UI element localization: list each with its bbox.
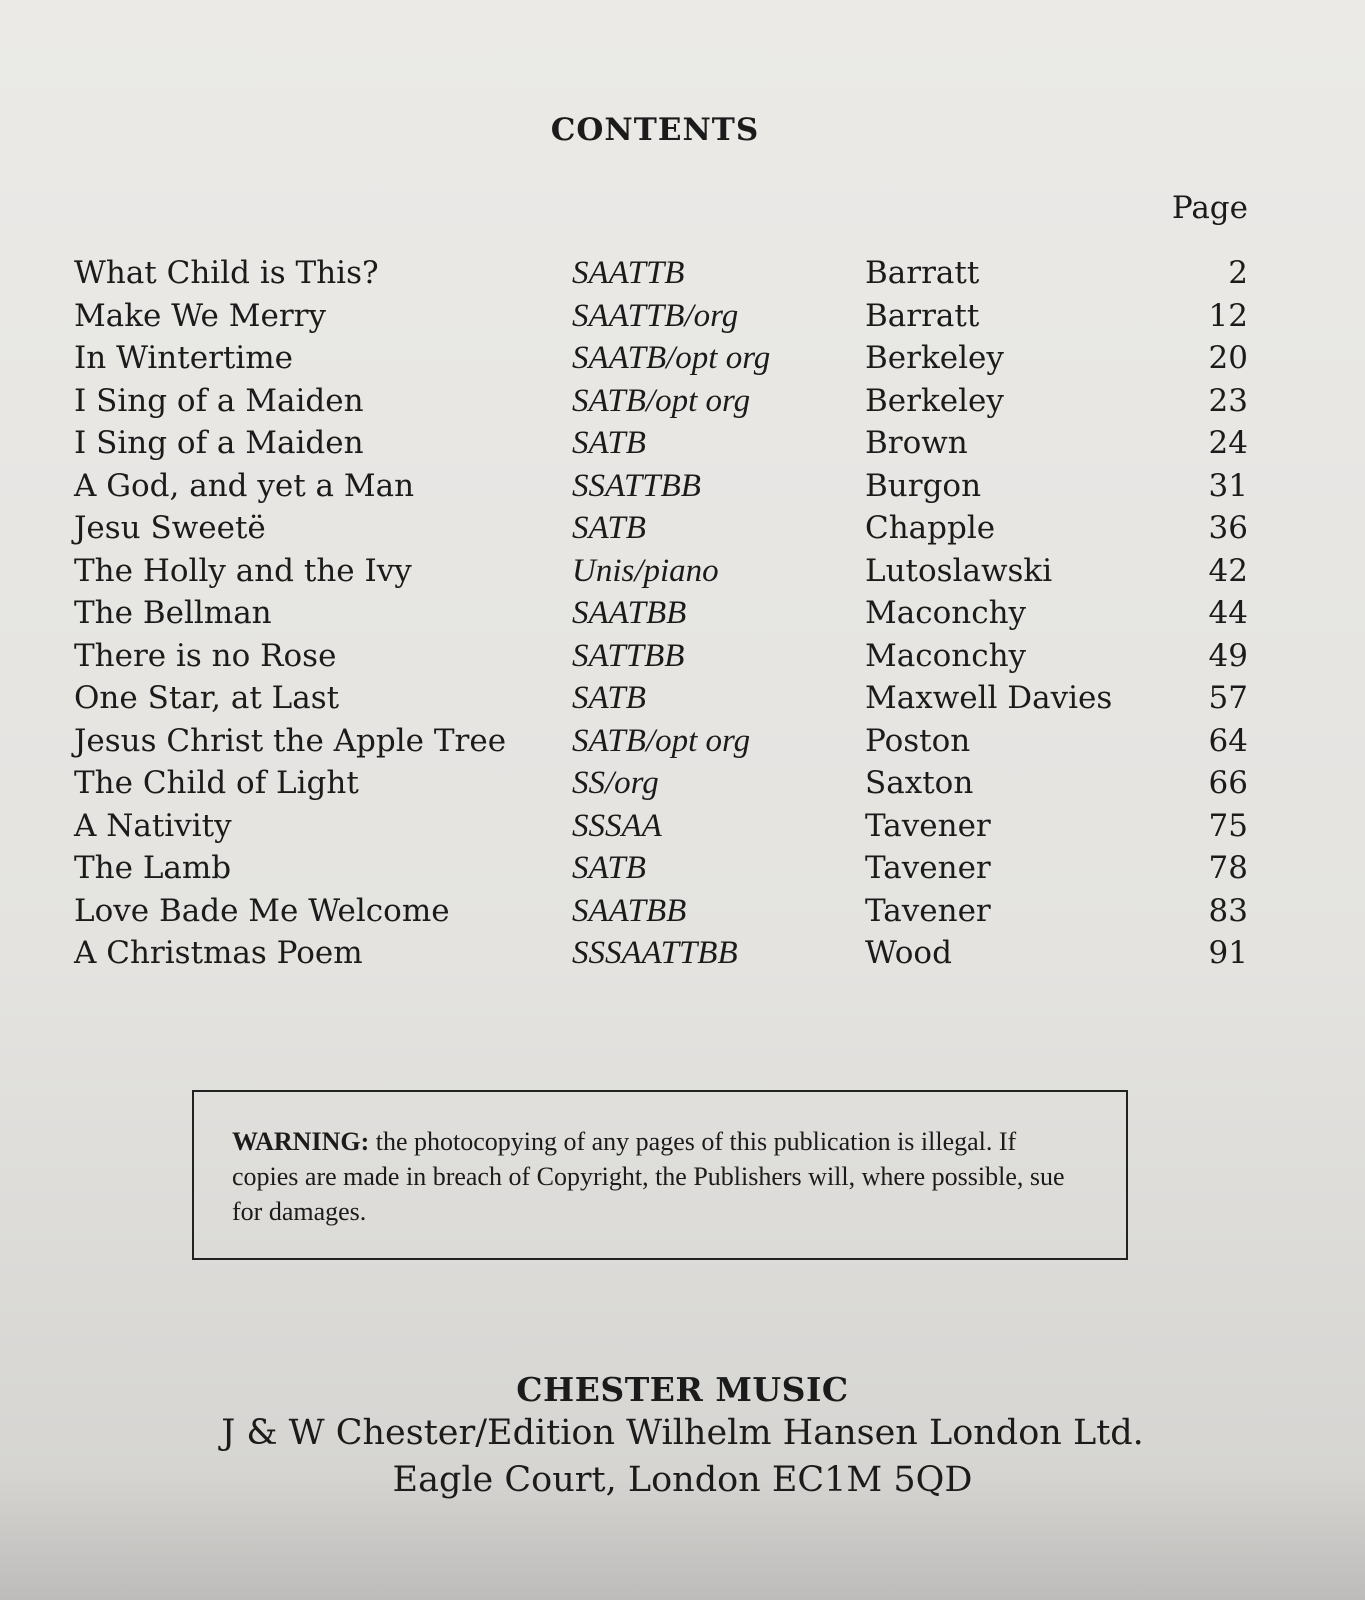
entry-page: 2: [1228, 255, 1248, 291]
list-item: [0, 677, 1365, 720]
list-item: [0, 295, 1365, 338]
entry-composer: Saxton: [865, 765, 974, 801]
entry-title: The Lamb: [74, 850, 232, 886]
entry-composer: Tavener: [865, 892, 991, 929]
entry-voicing: SS/org: [572, 765, 659, 801]
list-item: [0, 890, 1365, 933]
entry-composer: Tavener: [865, 807, 991, 844]
list-item: [0, 762, 1365, 805]
entry-voicing: SATB/opt org: [572, 722, 751, 759]
list-item: [0, 805, 1365, 848]
entry-page: 44: [1208, 595, 1248, 631]
entry-composer: Lutoslawski: [865, 552, 1053, 589]
entry-composer: Berkeley: [865, 382, 1004, 419]
entry-title: What Child is This?: [74, 255, 379, 291]
entry-title: A Nativity: [74, 807, 232, 844]
list-item: [0, 550, 1365, 593]
entry-title: The Child of Light: [74, 765, 359, 801]
publisher-address: Eagle Court, London EC1M 5QD: [392, 1460, 973, 1500]
list-item: [0, 337, 1365, 380]
entry-title: The Holly and the Ivy: [74, 552, 412, 589]
entry-voicing: SSSAATTBB: [572, 935, 738, 971]
list-item: [0, 422, 1365, 465]
entry-page: 83: [1208, 892, 1248, 929]
entry-composer: Maconchy: [865, 595, 1027, 631]
entry-composer: Berkeley: [865, 340, 1004, 376]
entry-composer: Brown: [865, 425, 968, 461]
entry-title: Make We Merry: [74, 297, 326, 334]
entry-voicing: SSSAA: [572, 807, 662, 844]
list-item: [0, 507, 1365, 550]
entry-page: 66: [1208, 765, 1248, 801]
entry-title: In Wintertime: [74, 340, 293, 376]
list-item: [0, 252, 1365, 295]
publisher-line-1: J & W Chester/Edition Wilhelm Hansen London Ltd.: [221, 1413, 1144, 1453]
entry-title: A Christmas Poem: [74, 935, 363, 971]
entry-page: 42: [1208, 552, 1248, 589]
entry-composer: Barratt: [865, 297, 980, 334]
page-title: CONTENTS: [550, 112, 760, 148]
entry-voicing: SATB: [572, 510, 646, 546]
entry-composer: Chapple: [865, 510, 996, 546]
entry-voicing: SATB/opt org: [572, 382, 751, 419]
entry-title: A God, and yet a Man: [74, 467, 415, 504]
entry-composer: Maxwell Davies: [865, 680, 1113, 716]
entry-page: 24: [1208, 425, 1248, 461]
entry-composer: Wood: [865, 935, 952, 971]
entry-page: 12: [1208, 297, 1248, 334]
entry-voicing: SAATTB/org: [572, 297, 739, 334]
entry-voicing: SATTBB: [572, 637, 685, 674]
entry-composer: Tavener: [865, 850, 991, 886]
list-item: [0, 720, 1365, 763]
entry-composer: Maconchy: [865, 637, 1027, 674]
entry-voicing: SAATTB: [572, 255, 685, 291]
entry-voicing: SSATTBB: [572, 467, 701, 504]
entry-voicing: Unis/piano: [572, 552, 719, 589]
entry-composer: Barratt: [865, 255, 980, 291]
entry-page: 31: [1208, 467, 1248, 504]
entry-title: I Sing of a Maiden: [74, 382, 364, 419]
entry-page: 91: [1208, 935, 1248, 971]
entry-voicing: SATB: [572, 850, 646, 886]
entry-page: 57: [1208, 680, 1248, 716]
entry-title: The Bellman: [74, 595, 272, 631]
list-item: [0, 847, 1365, 890]
entry-title: There is no Rose: [74, 637, 337, 674]
entry-page: 49: [1208, 637, 1248, 674]
entry-title: I Sing of a Maiden: [74, 425, 364, 461]
list-item: [0, 465, 1365, 508]
contents-list: [0, 252, 1365, 975]
warning-label: WARNING:: [232, 1127, 370, 1156]
entry-voicing: SAATBB: [572, 595, 687, 631]
list-item: [0, 592, 1365, 635]
entry-composer: Poston: [865, 722, 971, 759]
entry-voicing: SAATBB: [572, 892, 687, 929]
entry-title: One Star, at Last: [74, 680, 340, 716]
entry-voicing: SATB: [572, 425, 646, 461]
publisher-name: CHESTER MUSIC: [516, 1370, 849, 1409]
entry-page: 36: [1208, 510, 1248, 546]
entry-page: 20: [1208, 340, 1248, 376]
list-item: [0, 635, 1365, 678]
page-column-header: Page: [1171, 190, 1248, 226]
entry-page: 23: [1208, 382, 1248, 419]
entry-voicing: SATB: [572, 680, 646, 716]
list-item: [0, 932, 1365, 975]
warning-box: [192, 1090, 1128, 1260]
entry-title: Jesus Christ the Apple Tree: [74, 722, 507, 759]
entry-page: 64: [1208, 722, 1248, 759]
entry-page: 78: [1208, 850, 1248, 886]
warning-text: the photocopying of any pages of this publication is illegal. If copies are made in breach of Copyright, the Publishers will, where possible, sue for damages.: [232, 1127, 1065, 1226]
entry-voicing: SAATB/opt org: [572, 340, 771, 376]
list-item: [0, 380, 1365, 423]
entry-composer: Burgon: [865, 467, 982, 504]
entry-title: Love Bade Me Welcome: [74, 892, 450, 929]
entry-title: Jesu Sweetë: [74, 510, 266, 546]
entry-page: 75: [1208, 807, 1248, 844]
